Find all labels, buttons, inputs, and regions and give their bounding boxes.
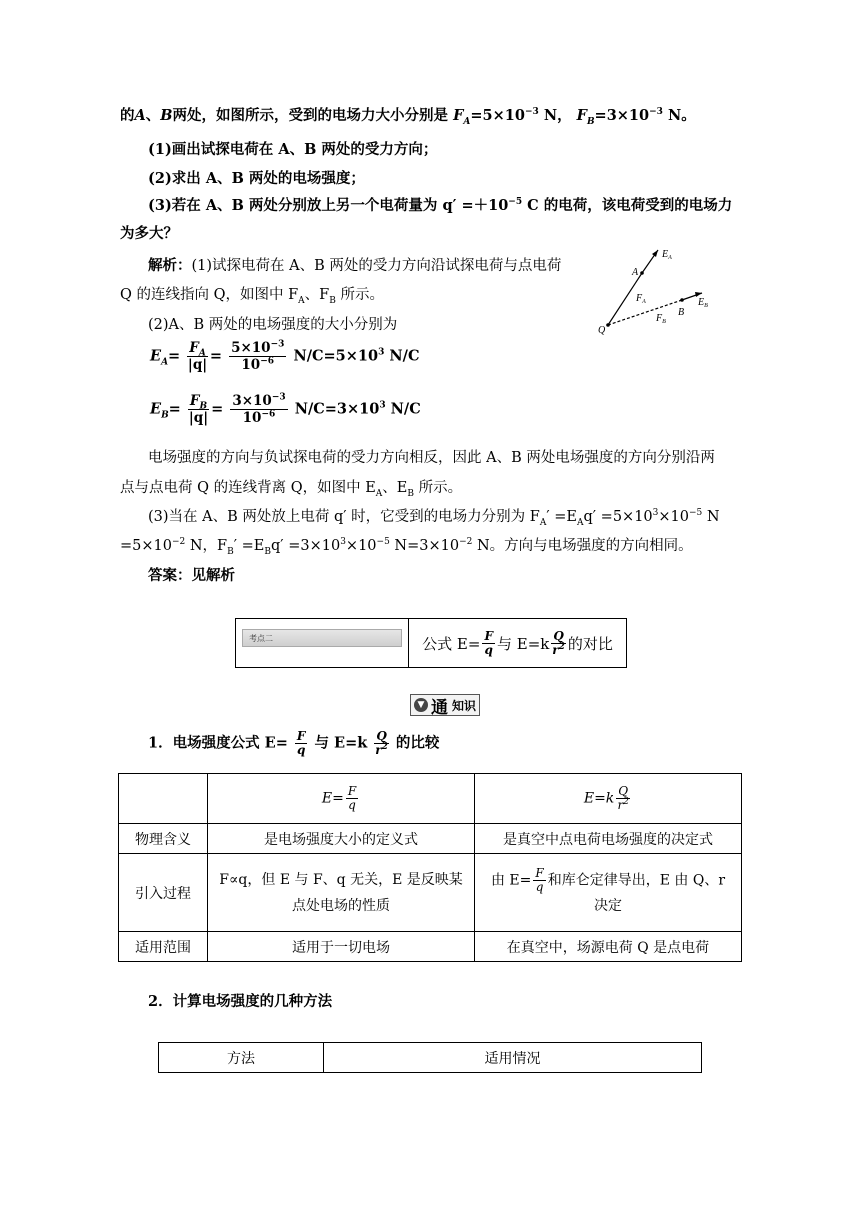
table-cell-line: F∝q，但 E 与 F、q 无关，E 是反映某 (219, 871, 463, 888)
point-B (680, 298, 684, 302)
solution-part-3: (3)当在 A、B 两处放上电荷 q′ 时，它受到的电场力分别为 $F_A' =E_Aq' =5\times 10^3\times 10^{-5}$ N (148, 508, 720, 528)
intro-line: 的A、B两处，如图所示，受到的电场力大小分别是 $F_A=5\times 10^{-3}$ N， $F_B=3\times 10^{-3}$ N。 (120, 107, 696, 127)
label-A: A (632, 267, 639, 278)
direction-text: 电场强度的方向与负试探电荷的受力方向相反，因此 A、B 两处电场强度的方向分别沿两 (148, 450, 715, 466)
table-cell-empty (119, 774, 208, 824)
topic-box (235, 618, 627, 668)
label-FB: $F_B$ (656, 313, 666, 325)
answer: 答案：见解析 (148, 567, 235, 584)
label-EB: $E_B$ (698, 297, 708, 309)
table-cell-line: 点处电场的性质 (292, 897, 390, 914)
question-1: (1)画出试探电荷在 A、B 两处的受力方向； (148, 141, 438, 158)
solution-part-1: 解析：(1)试探电荷在 A、B 两处的受力方向沿试探电荷与点电荷 (148, 257, 562, 274)
question-2: (2)求出 A、B 两处的电场强度； (148, 170, 365, 187)
label-B: B (678, 307, 685, 318)
table-header-row (159, 1043, 702, 1073)
table-cell: 物理含义 (119, 824, 208, 854)
table-cell: 是真空中点电荷电场强度的决定式 (475, 824, 742, 854)
direction-text-cont: 点与点电荷 Q 的连线背离 Q，如图中 $E_A$、$E_B$ 所示。 (120, 480, 463, 499)
table-header-point-charge: E=k $\frac{Q}{r^2}$ (475, 774, 742, 824)
force-diagram (590, 245, 720, 340)
question-3-cont: 为多大？ (120, 225, 178, 242)
chevron-down-icon: ▼ (414, 698, 428, 712)
table-header-definition: E= $\frac{F}{q}$ (208, 774, 475, 824)
point-A (640, 271, 644, 275)
table-cell: 是电场强度大小的定义式 (208, 824, 475, 854)
table-row (119, 854, 742, 932)
table-cell (208, 854, 475, 932)
question-3: (3)若在 A、B 两处分别放上另一个电荷量为 $q' =+10^{-5}$ C 的电荷，该电荷受到的电场力 (148, 197, 733, 214)
comparison-table (118, 773, 742, 962)
label-FA: $F_A$ (636, 293, 646, 305)
arrow-EA (652, 250, 658, 257)
table-cell: 在真空中，场源电荷 Q 是点电荷 (475, 932, 742, 962)
label-EA: $E_A$ (662, 249, 672, 261)
equation-EA: $E_A=$ $\frac{F_A}{|q|}$ = $\frac{5\times 10^{-3}}{10^{-6}}$ $N/C=5\times 10^3$ N/C (150, 339, 420, 373)
topic-tag: 考点二 (242, 629, 402, 647)
solution-part-2: (2)A、B 两处的电场强度的大小分别为 (148, 317, 398, 333)
table-cell: 适用于一切电场 (208, 932, 475, 962)
equation-EB: $E_B=$ $\frac{F_B}{|q|}$ = $\frac{3\times 10^{-3}}{10^{-6}}$ $N/C=3\times 10^3$ N/C (150, 392, 421, 426)
heading-2: 2．计算电场强度的几种方法 (148, 993, 333, 1010)
topic-title: 公式 E= $\frac{F}{q}$ 与 E=k $\frac{Q}{r^2}$ 的对比 (422, 628, 613, 657)
table-header-applicable: 适用情况 (324, 1043, 702, 1073)
topic-tag-cell (236, 619, 409, 667)
table-header-row (119, 774, 742, 824)
solution-part-1-cont: Q 的连线指向 Q，如图中 $F_A$、$F_B$ 所示。 (120, 287, 384, 306)
table-cell (475, 854, 742, 932)
solution-part-3-cont: $=5\times 10^{-2}$ N，$F_B' =E_Bq' =3\times 10^3\times 10^{-5}$ $N=3\times 10^{-2}$ N。方向与电场强度的方向相同。 (120, 537, 693, 557)
table-cell-line: 由 E= $\frac{F}{q}$ 和库仑定律导出，E 由 Q、r (490, 866, 726, 894)
table-cell-line: 决定 (594, 898, 622, 914)
table-header-method: 方法 (159, 1043, 324, 1073)
table-cell: 适用范围 (119, 932, 208, 962)
heading-1: 1．电场强度公式 E= $\frac{F}{q}$ 与 E=k $\frac{Q}{r^2}$ 的比较 (148, 729, 440, 757)
label-Q: Q (598, 325, 606, 336)
section-badge-tongzhishi: ▼ 通 知识 (410, 694, 480, 716)
point-Q (606, 323, 610, 327)
table-row (119, 932, 742, 962)
table-row (119, 824, 742, 854)
methods-table (158, 1042, 702, 1073)
table-cell: 引入过程 (119, 854, 208, 932)
